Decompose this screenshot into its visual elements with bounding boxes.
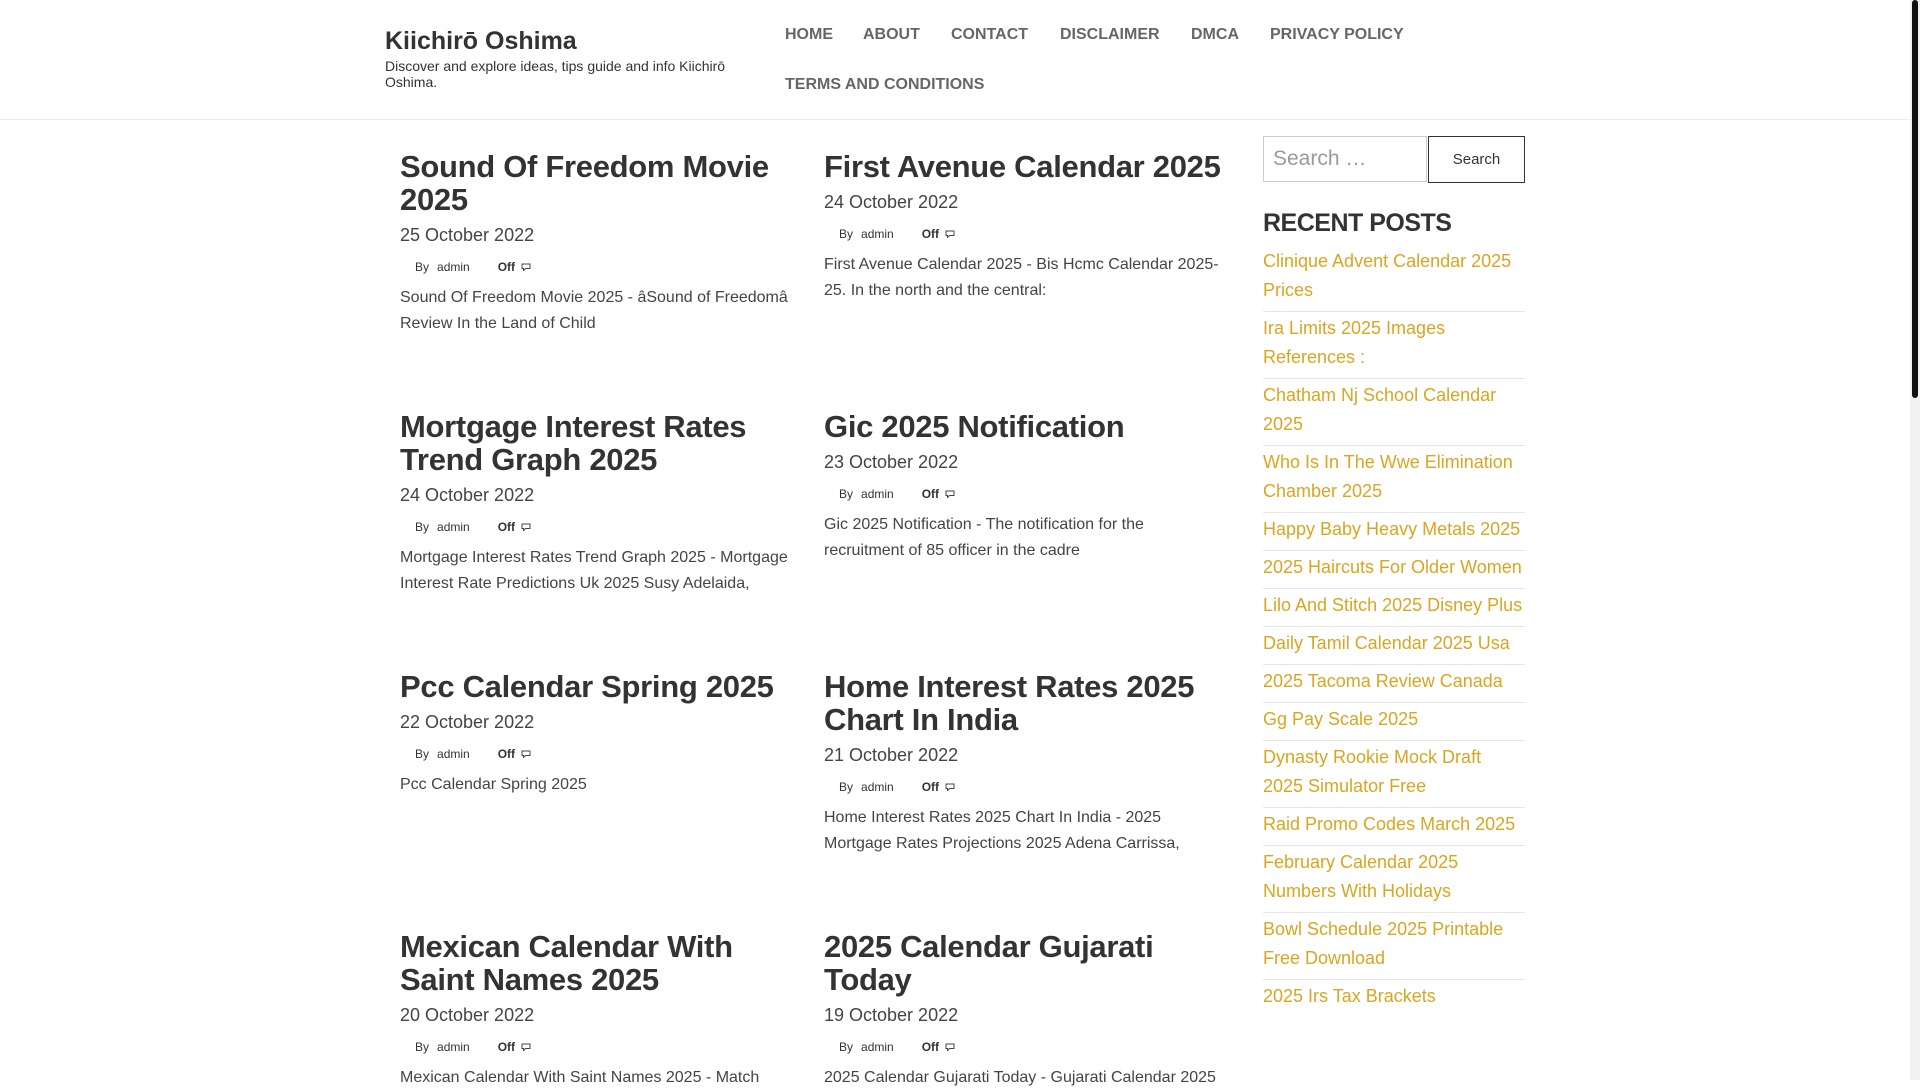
page-scrollbar-thumb[interactable] — [1912, 0, 1918, 398]
sidebar — [1263, 136, 1525, 1017]
post-date: 22 October 2022 — [400, 712, 535, 732]
post-date: 21 October 2022 — [824, 745, 959, 765]
post-comments-status[interactable]: Off — [497, 520, 516, 534]
post-card — [824, 410, 1224, 564]
post-meta-by: By — [415, 520, 430, 534]
post-author-link[interactable]: admin — [861, 1040, 894, 1054]
post-comments-status[interactable]: Off — [921, 227, 940, 241]
recent-post-link[interactable]: Who Is In The Wwe Elimination Chamber 2025 — [1263, 446, 1525, 513]
comment-icon — [945, 1043, 955, 1051]
post-comments-status[interactable]: Off — [497, 1040, 516, 1054]
post-meta — [400, 1040, 800, 1054]
post-title[interactable]: Home Interest Rates 2025 Chart In India — [824, 669, 1195, 737]
post-date: 24 October 2022 — [400, 485, 535, 505]
post-excerpt: Sound Of Freedom Movie 2025 - âSound of Freedomâ Review In the Land of Child — [400, 289, 788, 332]
site-title[interactable]: Kiichirō Oshima — [385, 27, 577, 55]
recent-post-link[interactable]: Ira Limits 2025 Images References : — [1263, 312, 1525, 379]
post-meta — [400, 260, 800, 274]
post-author-link[interactable]: admin — [437, 520, 470, 534]
nav-item-dmca[interactable]: DMCA — [1191, 26, 1239, 43]
post-excerpt: 2025 Calendar Gujarati Today - Gujarati Calendar 2025 — [824, 1069, 1216, 1086]
post-meta-by: By — [415, 747, 430, 761]
site-header — [0, 0, 1910, 120]
post-date: 25 October 2022 — [400, 225, 535, 245]
comment-icon — [521, 750, 531, 758]
post-meta — [824, 780, 1224, 794]
nav-item-home[interactable]: HOME — [785, 26, 833, 43]
search-button[interactable]: Search — [1428, 136, 1525, 183]
comment-icon — [945, 783, 955, 791]
recent-post-link[interactable]: Lilo And Stitch 2025 Disney Plus — [1263, 589, 1525, 627]
recent-post-link[interactable]: 2025 Haircuts For Older Women — [1263, 551, 1525, 589]
post-meta — [400, 520, 800, 534]
recent-post-link[interactable]: 2025 Irs Tax Brackets — [1263, 986, 1436, 1006]
comment-icon — [945, 230, 955, 238]
post-date: 23 October 2022 — [824, 452, 959, 472]
search-form — [1263, 136, 1525, 184]
recent-post-link[interactable]: Clinique Advent Calendar 2025 Prices — [1263, 245, 1525, 312]
recent-post-link[interactable]: Daily Tamil Calendar 2025 Usa — [1263, 627, 1525, 665]
post-title[interactable]: Sound Of Freedom Movie 2025 — [400, 149, 769, 217]
post-meta-by: By — [415, 260, 430, 274]
post-excerpt: Gic 2025 Notification - The notification for the recruitment of 85 officer in the cadre — [824, 516, 1144, 559]
post-author-link[interactable]: admin — [437, 1040, 470, 1054]
post-card — [400, 150, 800, 337]
post-title[interactable]: Mortgage Interest Rates Trend Graph 2025 — [400, 409, 747, 477]
recent-posts-title: RECENT POSTS — [1263, 209, 1452, 237]
comment-icon — [945, 490, 955, 498]
site-description: Discover and explore ideas, tips guide and info Kiichirō Oshima. — [385, 58, 726, 90]
nav-item-about[interactable]: ABOUT — [863, 26, 920, 43]
post-date: 24 October 2022 — [824, 192, 959, 212]
recent-post-link[interactable]: Bowl Schedule 2025 Printable Free Download — [1263, 913, 1525, 980]
post-comments-status[interactable]: Off — [921, 1040, 940, 1054]
recent-post-link[interactable]: Gg Pay Scale 2025 — [1263, 703, 1525, 741]
post-comments-status[interactable]: Off — [921, 780, 940, 794]
post-meta-by: By — [839, 487, 854, 501]
post-comments-status[interactable]: Off — [921, 487, 940, 501]
post-author-link[interactable]: admin — [437, 260, 470, 274]
post-excerpt: First Avenue Calendar 2025 - Bis Hcmc Calendar 2025-25. In the north and the central: — [824, 256, 1219, 299]
nav-item-contact[interactable]: CONTACT — [951, 26, 1029, 43]
recent-post-link[interactable]: Happy Baby Heavy Metals 2025 — [1263, 513, 1525, 551]
post-author-link[interactable]: admin — [861, 780, 894, 794]
recent-post-link[interactable]: 2025 Tacoma Review Canada — [1263, 665, 1525, 703]
post-meta — [824, 227, 1224, 241]
post-card — [824, 150, 1224, 304]
recent-post-link[interactable]: February Calendar 2025 Numbers With Holidays — [1263, 846, 1525, 913]
search-input[interactable] — [1263, 136, 1427, 182]
recent-post-link[interactable]: Raid Promo Codes March 2025 — [1263, 808, 1525, 846]
post-meta-by: By — [839, 227, 854, 241]
post-title[interactable]: Gic 2025 Notification — [824, 409, 1125, 444]
nav-item-privacy-policy[interactable]: PRIVACY POLICY — [1270, 26, 1404, 43]
post-meta — [824, 1040, 1224, 1054]
post-excerpt: Mexican Calendar With Saint Names 2025 - Match — [400, 1069, 760, 1086]
post-excerpt: Mortgage Interest Rates Trend Graph 2025 - Mortgage Interest Rate Predictions Uk 2025 Susy Adelaida, — [400, 549, 788, 592]
post-date: 19 October 2022 — [824, 1005, 959, 1025]
post-author-link[interactable]: admin — [437, 747, 470, 761]
post-meta — [400, 747, 800, 761]
recent-post-link[interactable]: Chatham Nj School Calendar 2025 — [1263, 379, 1525, 446]
post-card — [824, 930, 1224, 1091]
comment-icon — [521, 263, 531, 271]
post-comments-status[interactable]: Off — [497, 747, 516, 761]
post-title[interactable]: First Avenue Calendar 2025 — [824, 149, 1221, 184]
post-author-link[interactable]: admin — [861, 487, 894, 501]
post-card — [400, 410, 800, 597]
post-excerpt: Pcc Calendar Spring 2025 — [400, 776, 587, 793]
post-meta-by: By — [415, 1040, 430, 1054]
site-branding — [385, 24, 755, 90]
recent-posts-list — [1263, 245, 1525, 1017]
post-comments-status[interactable]: Off — [497, 260, 516, 274]
post-card — [824, 670, 1224, 857]
post-title[interactable]: 2025 Calendar Gujarati Today — [824, 929, 1154, 997]
post-excerpt: Home Interest Rates 2025 Chart In India - 2025 Mortgage Rates Projections 2025 Adena Carrissa, — [824, 809, 1180, 852]
recent-post-link[interactable]: Dynasty Rookie Mock Draft 2025 Simulator Free — [1263, 741, 1525, 808]
comment-icon — [521, 1043, 531, 1051]
post-card — [400, 930, 800, 1091]
post-title[interactable]: Pcc Calendar Spring 2025 — [400, 669, 774, 704]
post-title[interactable]: Mexican Calendar With Saint Names 2025 — [400, 929, 733, 997]
post-card — [400, 670, 800, 798]
nav-item-terms-and-conditions[interactable]: TERMS AND CONDITIONS — [785, 76, 985, 93]
post-meta-by: By — [839, 780, 854, 794]
nav-item-disclaimer[interactable]: DISCLAIMER — [1060, 26, 1160, 43]
post-meta — [824, 487, 1224, 501]
post-meta-by: By — [839, 1040, 854, 1054]
post-author-link[interactable]: admin — [861, 227, 894, 241]
post-date: 20 October 2022 — [400, 1005, 535, 1025]
comment-icon — [521, 523, 531, 531]
